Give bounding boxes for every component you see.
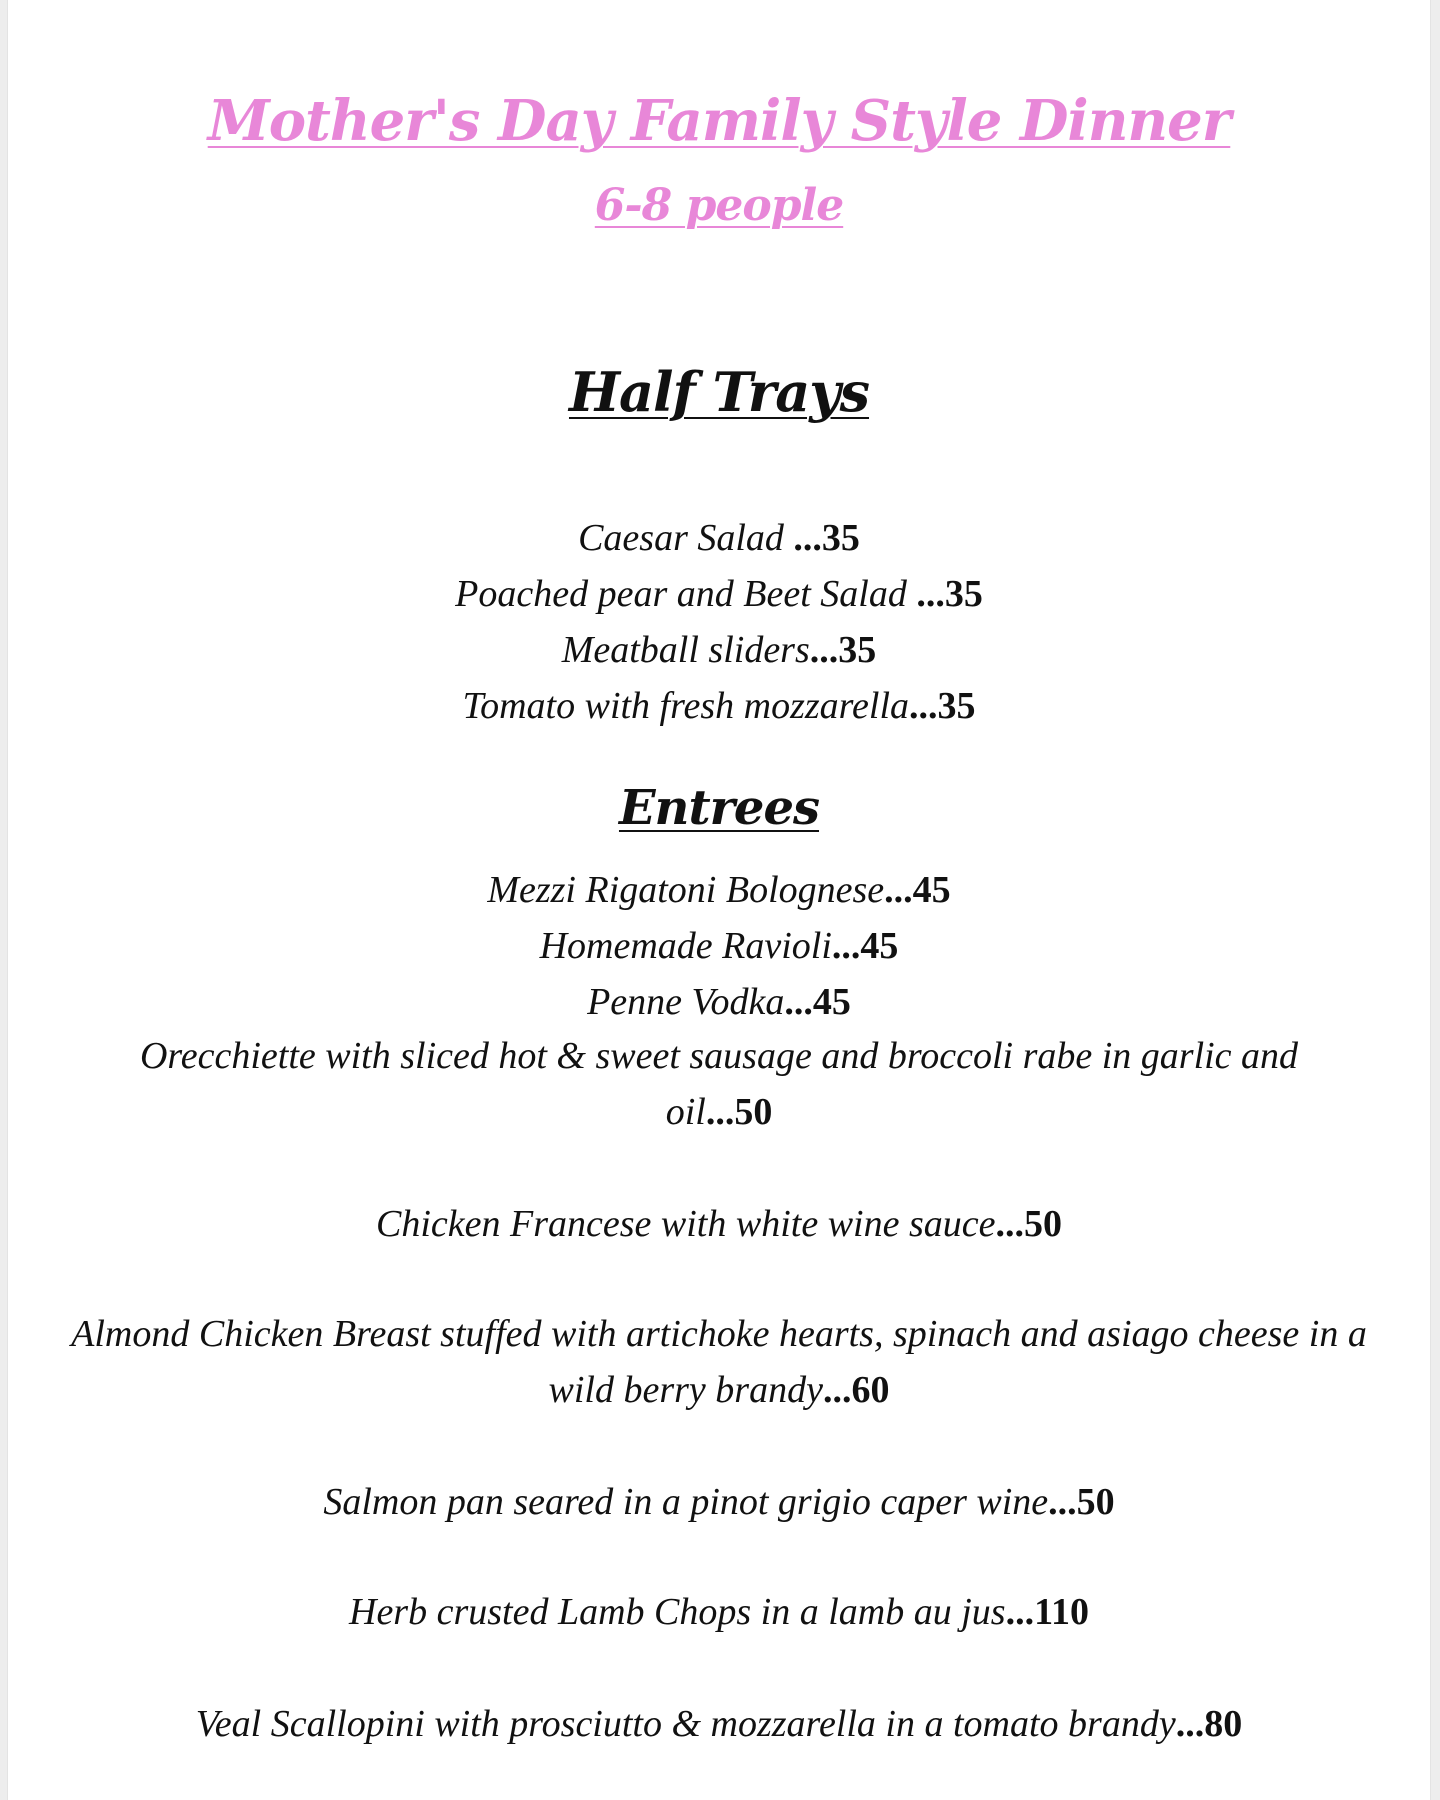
item-price: ...35 [909,685,976,727]
item-price: ...80 [1175,1703,1243,1745]
item-price: ...60 [822,1369,890,1411]
menu-item-homemade-ravioli [48,918,1390,974]
entrees-heading: Entrees [618,780,820,836]
item-price: ...35 [793,517,860,559]
menu-item-lamb-chops [48,1584,1390,1640]
item-price: ...110 [1005,1591,1089,1633]
menu-item-salmon [48,1474,1390,1530]
item-name: Penne Vodka [587,981,785,1023]
item-name: Caesar Salad [578,517,794,559]
menu-item-chicken-francese [48,1196,1390,1252]
item-name: Chicken Francese with white wine sauce [376,1203,996,1245]
item-name: Mezzi Rigatoni Bolognese [487,869,885,911]
item-price: ...45 [884,869,951,911]
menu-item-almond-chicken-breast [58,1306,1380,1418]
item-price: ...45 [784,981,851,1023]
menu-page [8,0,1430,1800]
half-trays-heading: Half Trays [568,360,870,424]
item-price: ...35 [809,629,877,671]
menu-title: Mother's Day Family Style Dinner [207,88,1231,154]
menu-subtitle: 6-8 people [594,180,844,231]
menu-item-penne-vodka [48,974,1390,1030]
item-name: Salmon pan seared in a pinot grigio caper wine [323,1481,1049,1523]
menu-item-caesar-salad [48,510,1390,566]
menu-item-tomato-mozzarella [48,678,1390,734]
item-price: ...35 [916,573,983,615]
item-name: Tomato with fresh mozzarella [462,685,910,727]
item-name: Meatball sliders [561,629,810,671]
item-price: ...50 [705,1091,773,1133]
item-name: Homemade Ravioli [539,925,832,967]
item-price: ...45 [831,925,899,967]
item-name: Poached pear and Beet Salad [455,573,917,615]
menu-item-mezzi-rigatoni [48,862,1390,918]
menu-item-veal-scallopini [48,1696,1390,1752]
item-price: ...50 [995,1203,1062,1245]
item-name: Herb crusted Lamb Chops in a lamb au jus [349,1591,1006,1633]
menu-item-orecchiette [108,1028,1330,1140]
item-name: Veal Scallopini with prosciutto & mozzarella in a tomato brandy [195,1703,1176,1745]
menu-item-poached-pear-beet-salad [48,566,1390,622]
item-name: Orecchiette with sliced hot & sweet sausage and broccoli rabe in garlic and oil [139,1035,1299,1133]
item-price: ...50 [1048,1481,1115,1523]
menu-item-meatball-sliders [48,622,1390,678]
item-name: Almond Chicken Breast stuffed with artichoke hearts, spinach and asiago cheese in a wild berry brandy [71,1313,1367,1411]
